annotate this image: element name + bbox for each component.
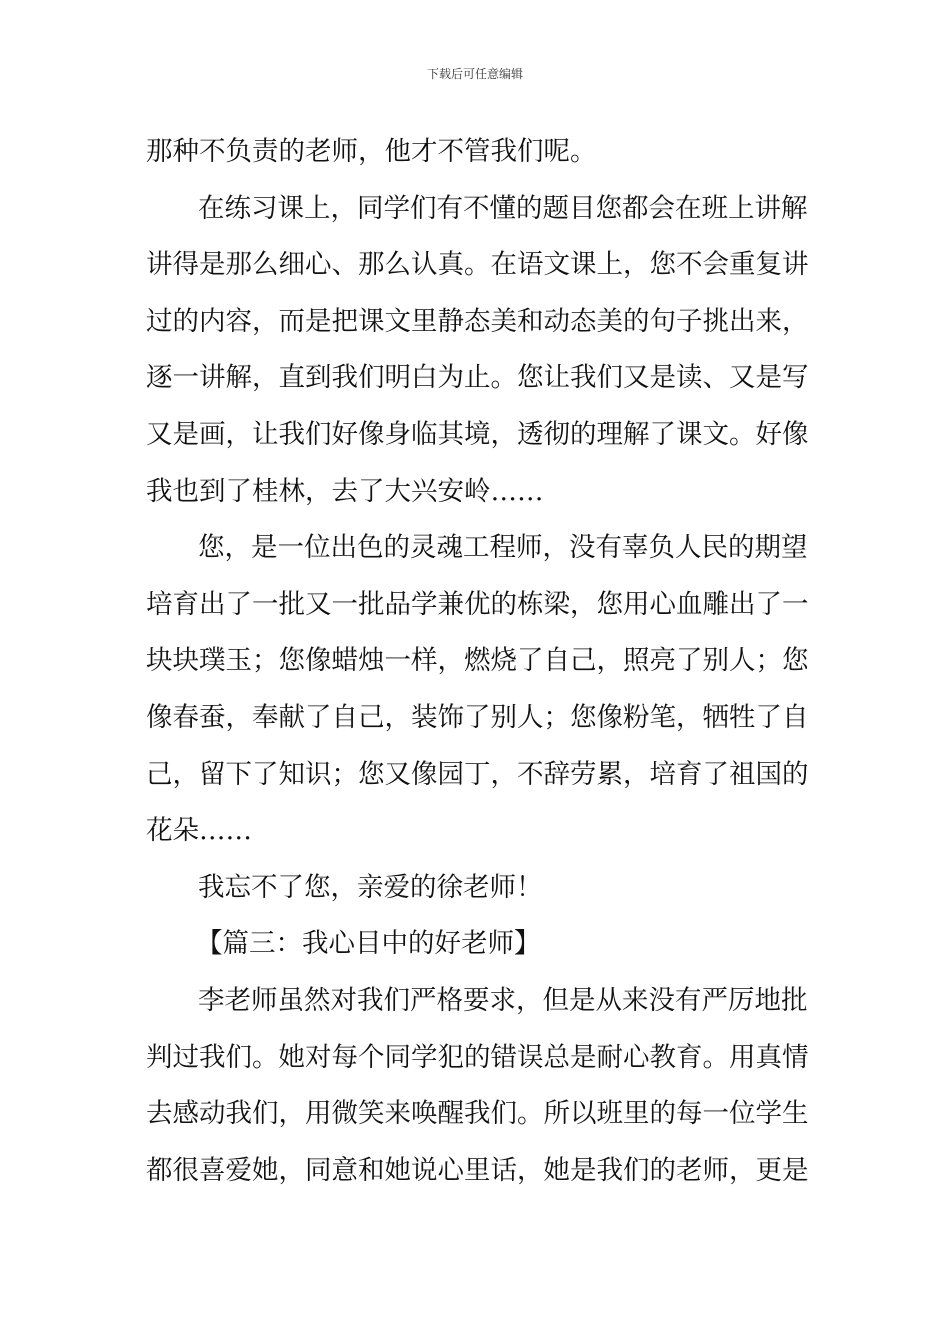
text-line: 去感动我们，用微笑来唤醒我们。所以班里的每一位学生	[146, 1098, 809, 1130]
text-line: 己，留下了知识；您又像园丁，不辞劳累，培育了祖国的	[146, 758, 809, 790]
text-line: 过的内容，而是把课文里静态美和动态美的句子挑出来，	[146, 305, 809, 337]
text-line: 都很喜爱她，同意和她说心里话，她是我们的老师，更是	[146, 1154, 809, 1186]
text-line: 块块璞玉；您像蜡烛一样，燃烧了自己，照亮了别人；您	[146, 645, 809, 677]
text-line: 像春蚕，奉献了自己，装饰了别人；您像粉笔，牺牲了自	[146, 701, 809, 733]
text-line: 讲得是那么细心、那么认真。在语文课上，您不会重复讲	[146, 249, 809, 281]
section-heading: 【篇三：我心目中的好老师】	[196, 928, 541, 960]
page-header: 下载后可任意编辑	[426, 67, 523, 81]
document-body	[146, 124, 809, 1199]
text-line: 判过我们。她对每个同学犯的错误总是耐心教育。用真情	[146, 1041, 809, 1073]
text-line: 我也到了桂林，去了大兴安岭……	[146, 475, 544, 507]
paragraph-first-line: 李老师虽然对我们严格要求，但是从来没有严厉地批	[198, 984, 808, 1016]
text-line: 花朵……	[146, 815, 252, 847]
text-line: 培育出了一批又一批品学兼优的栋梁，您用心血雕出了一	[146, 588, 809, 620]
paragraph-first-line: 我忘不了您，亲爱的徐老师！	[198, 871, 543, 903]
text-line: 那种不负责的老师，他才不管我们呢。	[146, 136, 597, 167]
paragraph-first-line: 在练习课上，同学们有不懂的题目您都会在班上讲解	[198, 192, 808, 224]
text-line: 逐一讲解，直到我们明白为止。您让我们又是读、又是写	[146, 362, 809, 394]
text-line: 又是画，让我们好像身临其境，透彻的理解了课文。好像	[146, 418, 809, 450]
paragraph-first-line: 您，是一位出色的灵魂工程师，没有辜负人民的期望	[198, 532, 808, 564]
